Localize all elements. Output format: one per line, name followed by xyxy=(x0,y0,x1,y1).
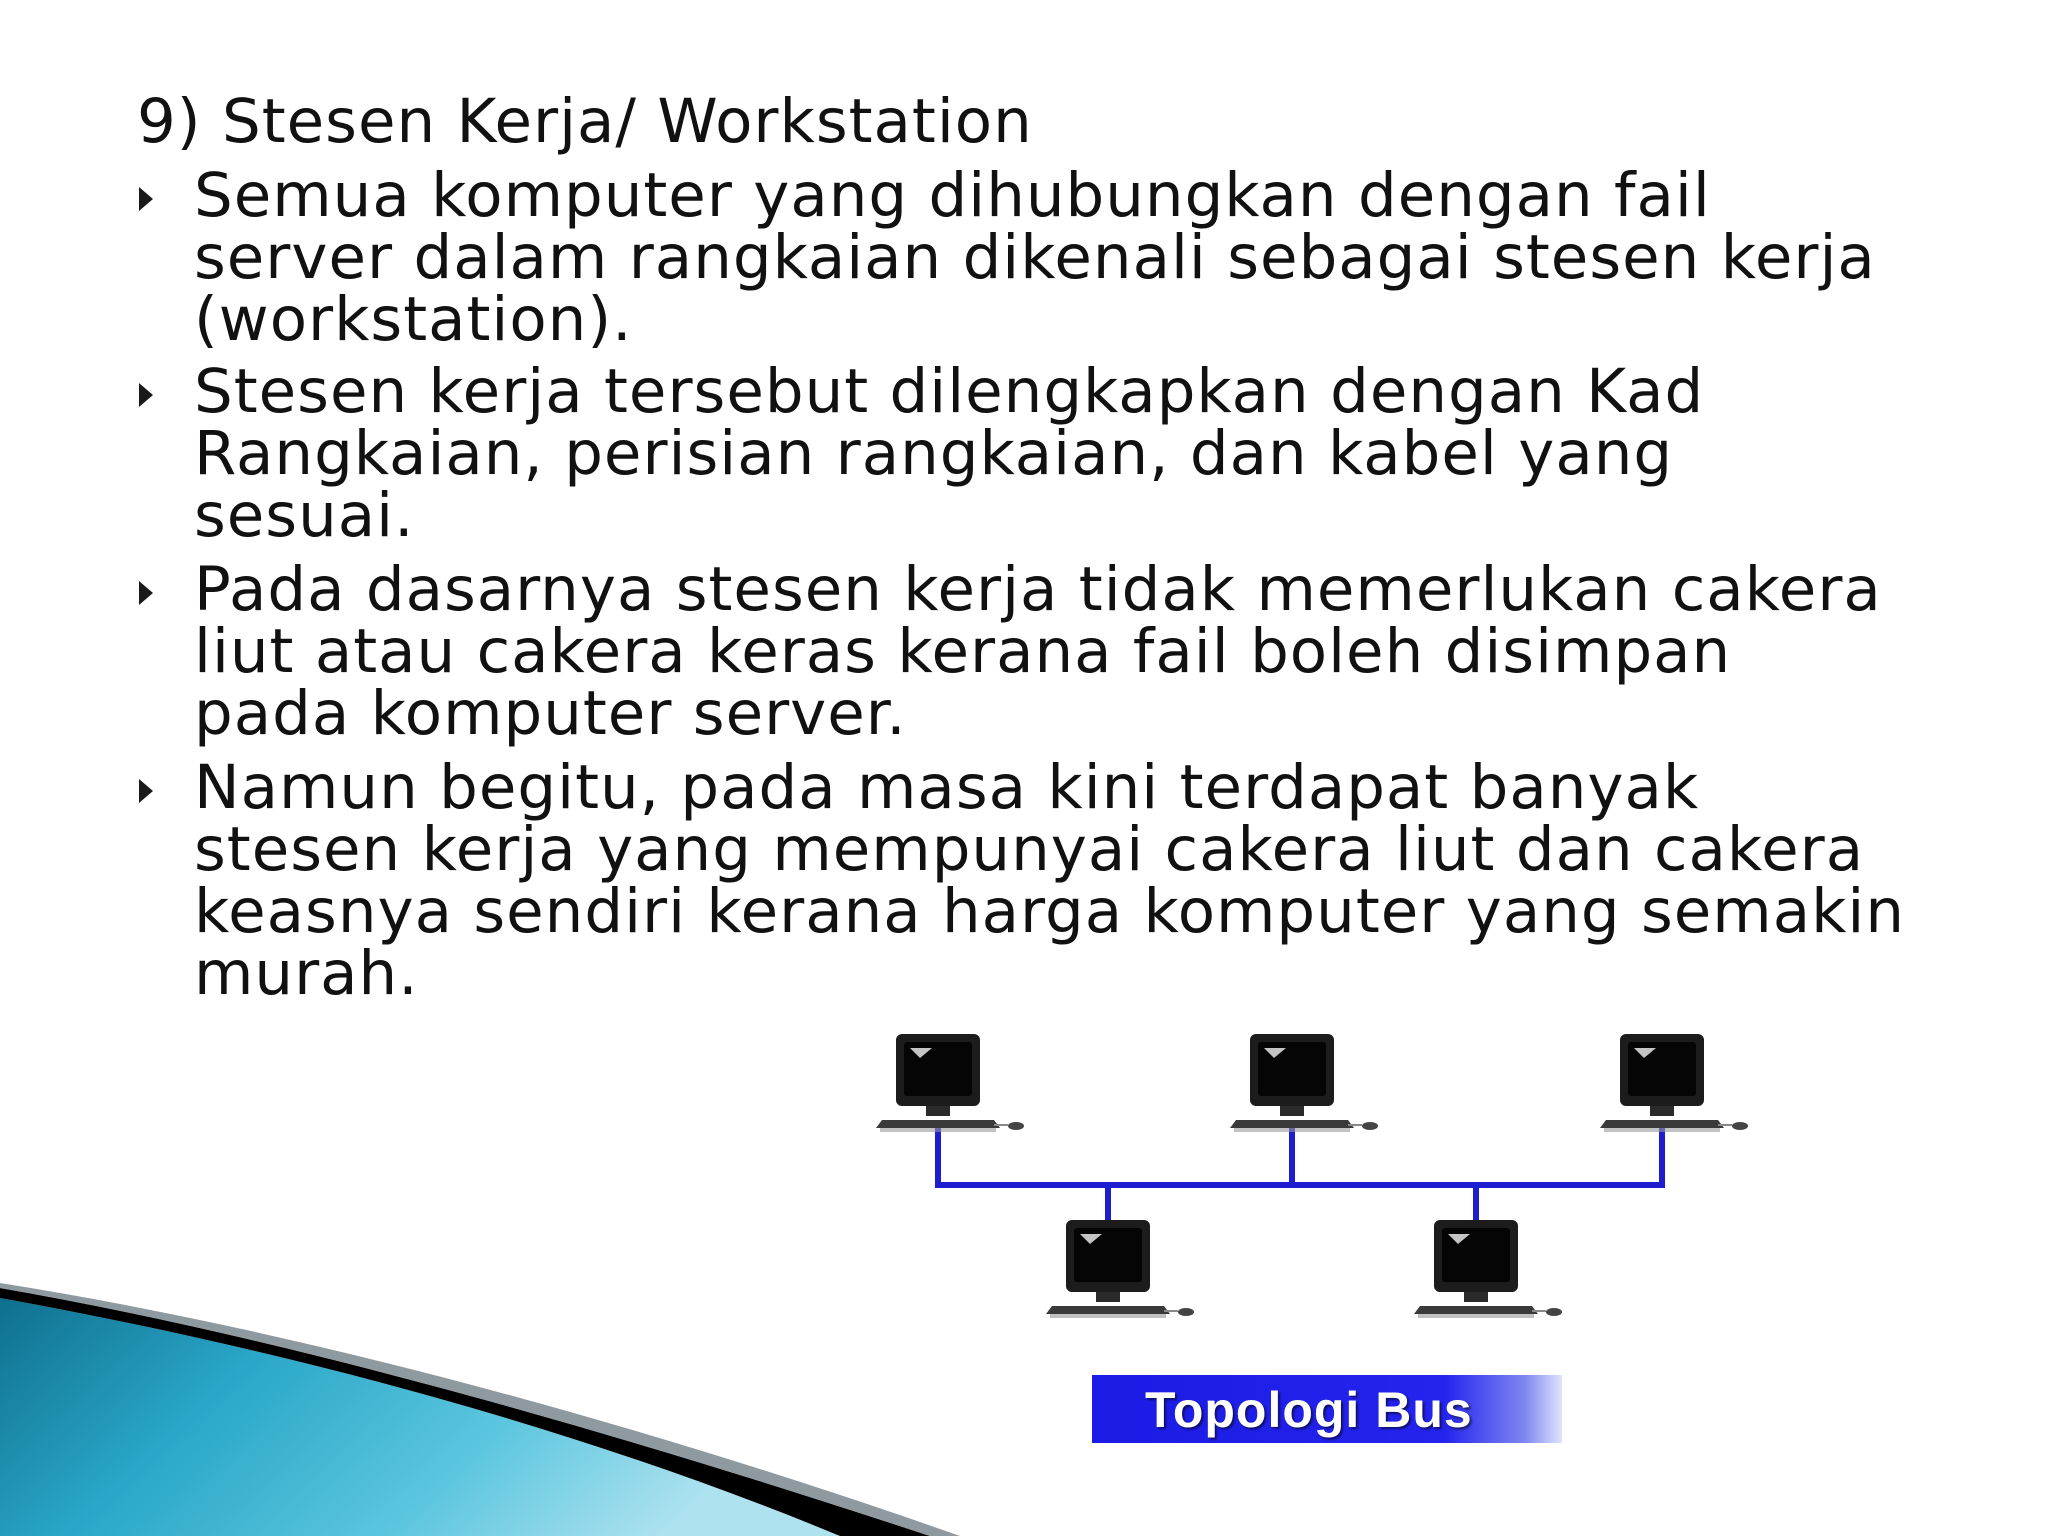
gray-swoosh xyxy=(0,1283,960,1536)
bullet-text: Namun begitu, pada masa kini terdapat banyak stesen kerja yang mempunyai cakera liut dan cakera keasnya sendiri kerana harga komputer yang semakin murah. xyxy=(194,752,1906,1009)
bullet-item xyxy=(137,356,2017,551)
computer-icon xyxy=(1414,1220,1562,1318)
bullet-text: Stesen kerja tersebut dilengkapkan dengan Kad Rangkaian, perisian rangkaian, dan kabel yang sesuai. xyxy=(194,356,1705,551)
bullet-list xyxy=(137,160,2017,1017)
bullet-text: Pada dasarnya stesen kerja tidak memerlukan cakera liut atau cakera keras kerana fail boleh disimpan pada komputer server. xyxy=(194,554,1882,749)
diagram-caption: Topologi Bus xyxy=(1145,1382,1473,1438)
slide-title: 9) Stesen Kerja/ Workstation xyxy=(137,86,1033,157)
triangle-bullet-icon xyxy=(139,187,153,211)
triangle-bullet-icon xyxy=(139,779,153,803)
bus-cable xyxy=(938,1128,1662,1220)
computer-icon xyxy=(1230,1034,1378,1132)
bullet-item xyxy=(137,752,2017,1009)
black-swoosh xyxy=(0,1288,930,1536)
teal-swoosh xyxy=(0,1298,840,1536)
triangle-bullet-icon xyxy=(139,581,153,605)
bullet-item xyxy=(137,160,2017,355)
computer-icon xyxy=(1600,1034,1748,1132)
bullet-text: Semua komputer yang dihubungkan dengan fail server dalam rangkaian dikenali sebagai stesen kerja (workstation). xyxy=(194,160,1876,355)
computer-icon xyxy=(876,1034,1024,1132)
triangle-bullet-icon xyxy=(139,383,153,407)
bullet-item xyxy=(137,554,2017,749)
computer-icon xyxy=(1046,1220,1194,1318)
